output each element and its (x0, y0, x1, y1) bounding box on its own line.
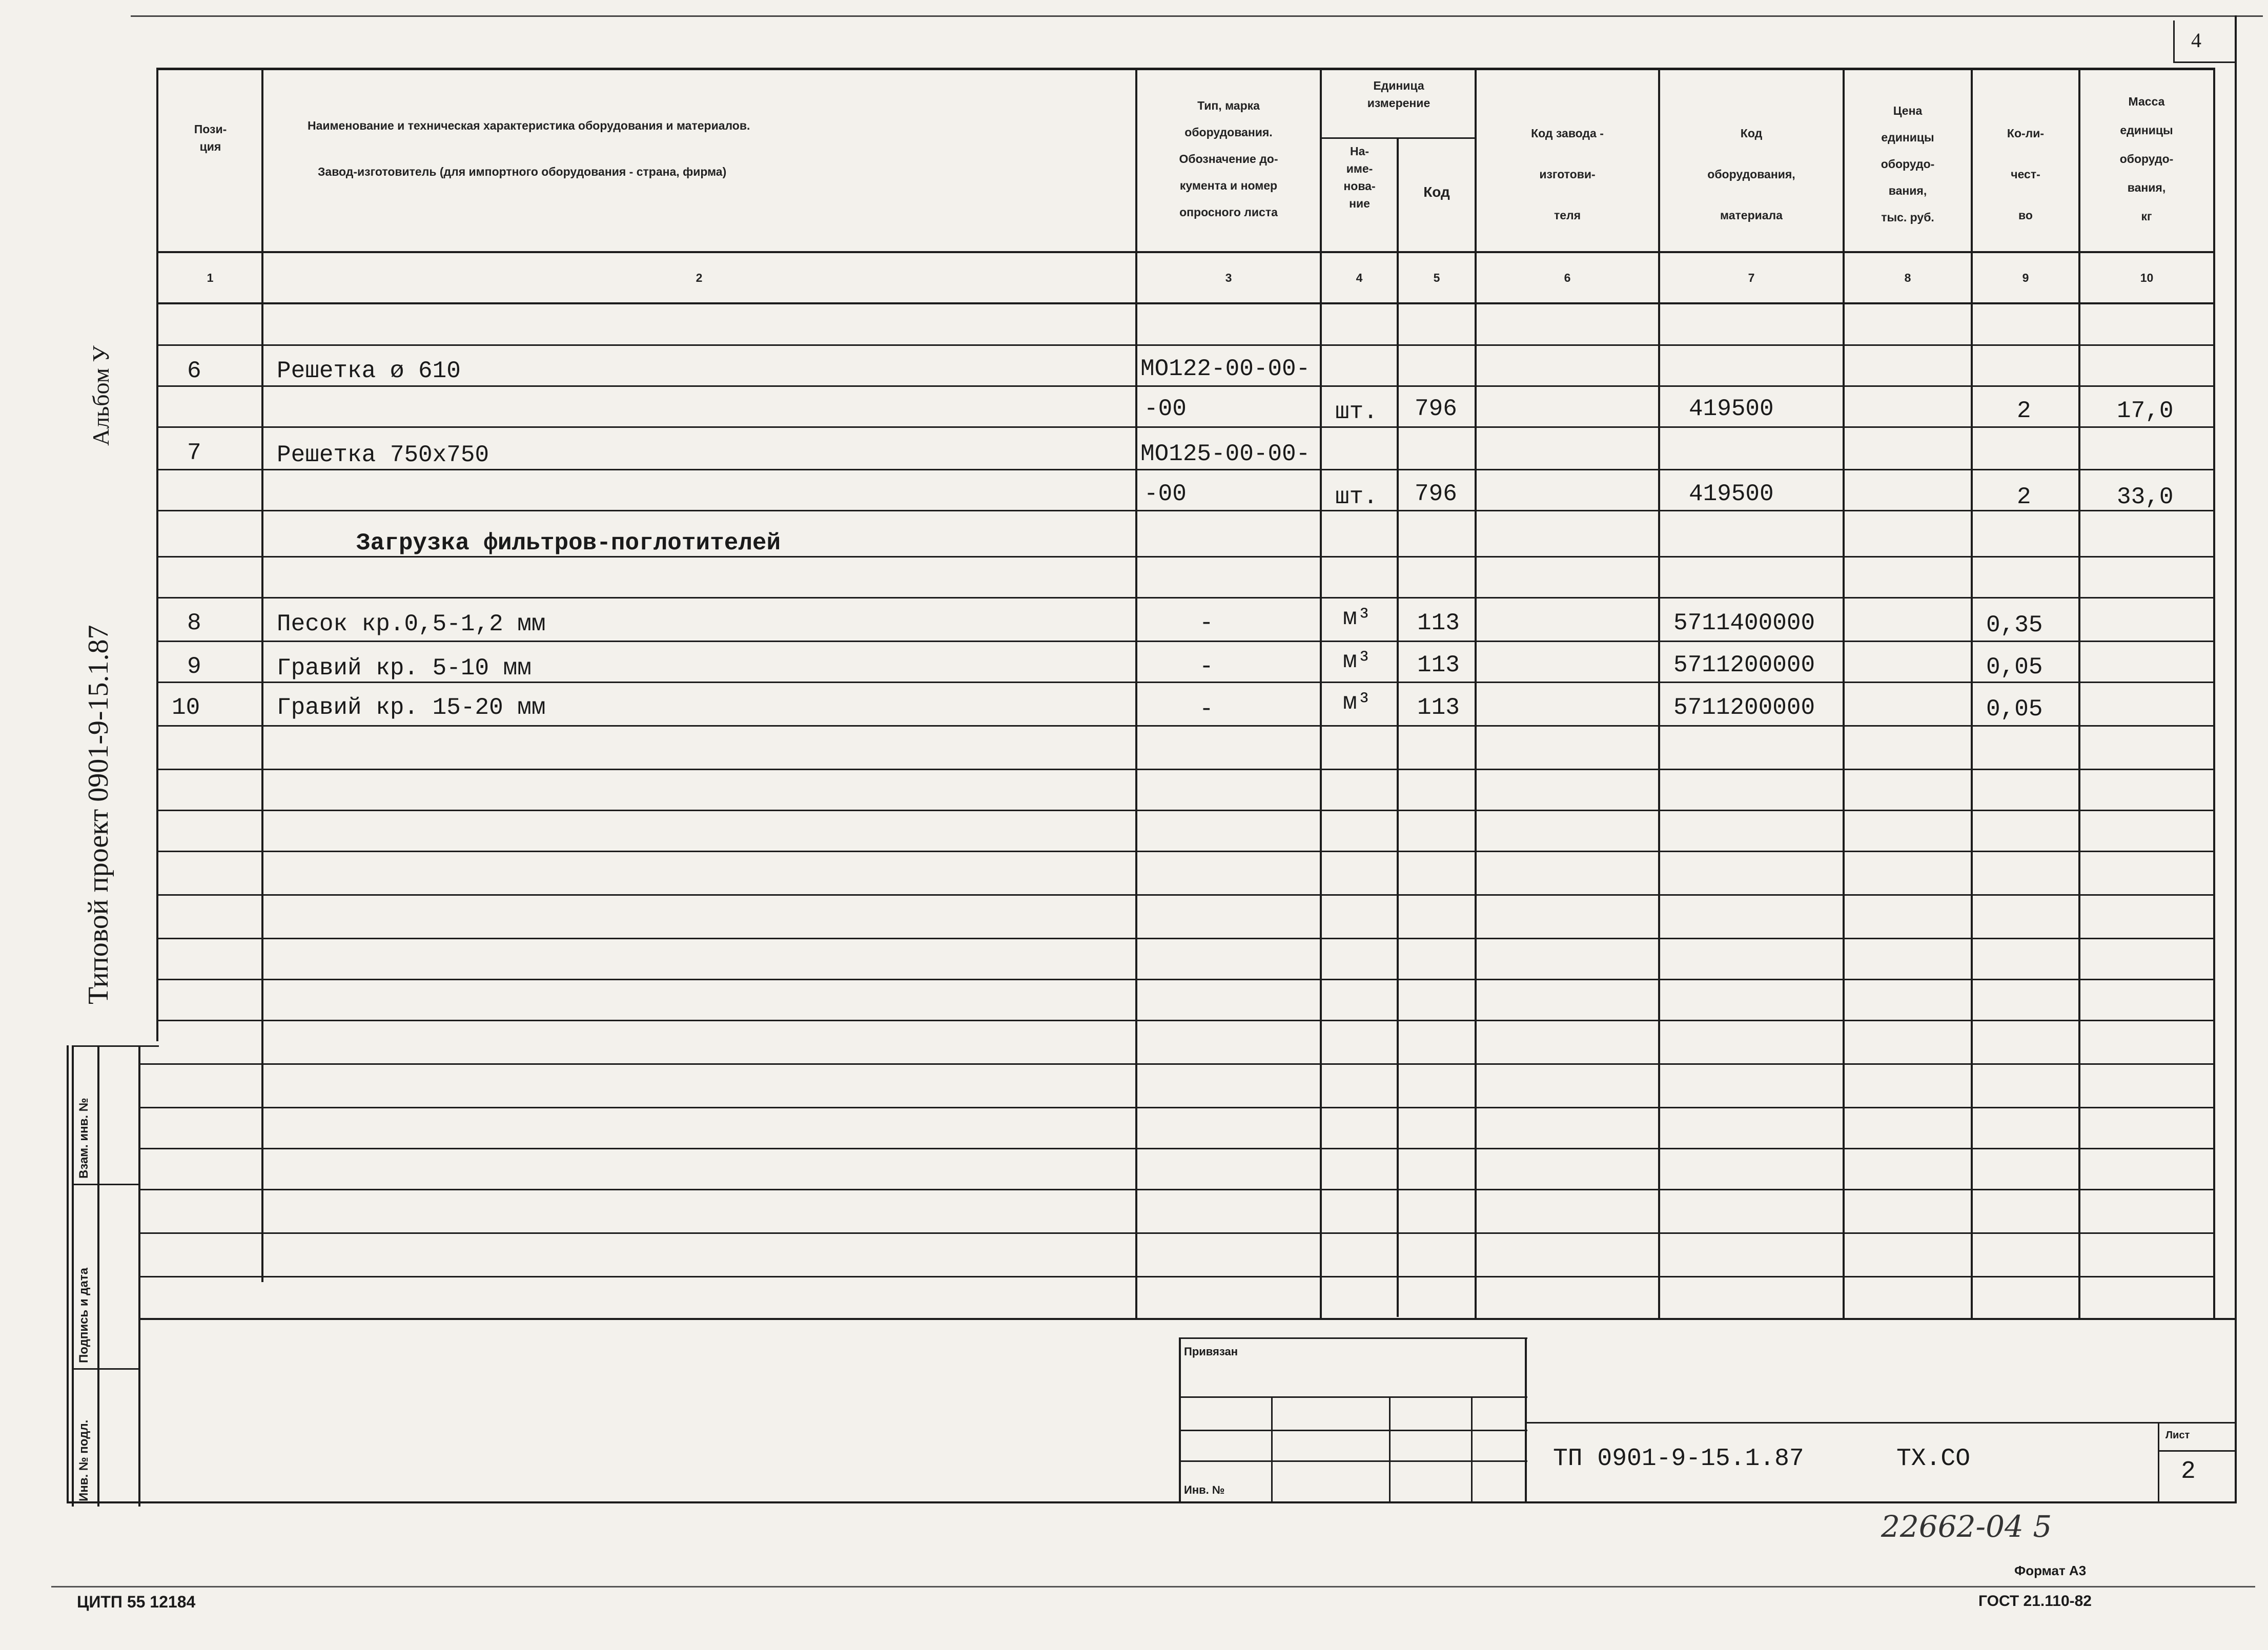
col-line-3 (1320, 68, 1322, 1318)
stamp-sheet-label: Лист (2165, 1430, 2190, 1441)
row-line (138, 1276, 2214, 1277)
row-line (156, 385, 2214, 387)
header-col6: Код завода - изготови- теля (1531, 127, 1604, 222)
row-8-pos: 8 (187, 610, 201, 636)
row-7b-qty: 2 (2017, 484, 2031, 510)
col-line-9 (2078, 68, 2080, 1318)
colnum-3: 3 (1225, 271, 1232, 284)
row-7b-equip: 419500 (1689, 481, 1774, 507)
header-col5: Код (1423, 184, 1450, 200)
row-line (138, 1148, 2214, 1149)
colnum-8: 8 (1904, 271, 1911, 284)
stamp-inv-no: Инв. № (1184, 1483, 1225, 1496)
row-line (156, 810, 2214, 811)
sheet-number: 4 (2191, 29, 2201, 52)
row-8-unit: м³ (1343, 605, 1372, 631)
header-col10: Масса единицы оборудо- вания, кг (2119, 95, 2174, 223)
header-bottom-line (156, 251, 2214, 253)
row-8-name: Песок кр.0,5-1,2 мм (277, 611, 546, 637)
inv-vzam-label: Взам. инв. № (77, 1098, 91, 1179)
project-label: Типовой проект 0901-9-15.1.87 (83, 625, 114, 1004)
header-col4: На- име- нова- ние (1343, 145, 1376, 210)
row-line (138, 1189, 2214, 1190)
row-10-unit: м³ (1343, 689, 1372, 716)
row-line (156, 641, 2214, 642)
header-col8: Цена единицы оборудо- вания, тыс. руб. (1881, 104, 1935, 224)
row-8-type: - (1199, 610, 1214, 636)
row-7-pos: 7 (187, 440, 201, 466)
colnum-10: 10 (2140, 271, 2154, 284)
row-line (156, 979, 2214, 980)
row-6-type: МО122-00-00- (1140, 356, 1311, 382)
row-7b-mass: 33,0 (2117, 484, 2174, 510)
inv-podl-label: Инв. № подл. (77, 1419, 91, 1501)
row-6-pos: 6 (187, 358, 201, 384)
row-10-type: - (1199, 696, 1214, 723)
row-line (156, 426, 2214, 428)
row-7b-unit: шт. (1335, 484, 1378, 510)
header-col9: Ко-ли- чест- во (2007, 127, 2045, 222)
colnum-1: 1 (207, 271, 214, 284)
row-9-equip: 5711200000 (1673, 652, 1815, 678)
colnum-4: 4 (1356, 271, 1363, 284)
colnum-2: 2 (696, 271, 703, 284)
row-line (138, 1063, 2214, 1065)
colnum-5: 5 (1433, 271, 1440, 284)
row-line (156, 510, 2214, 511)
row-line (156, 894, 2214, 896)
header-col3: Тип, марка оборудования. Обозначение до- кумента и номер опросного листа (1179, 99, 1278, 219)
sheet-bottom-line (51, 1586, 2255, 1587)
row-line (156, 469, 2214, 470)
col-line-5 (1475, 68, 1477, 1318)
table-top-line (156, 68, 2214, 70)
header-col2-line1: Наименование и техническая характеристика оборудования и материалов. (308, 119, 750, 132)
row-9-name: Гравий кр. 5-10 мм (277, 655, 532, 682)
format-label: Формат А3 (2014, 1563, 2087, 1578)
row-6b-code: 796 (1415, 396, 1457, 422)
row-line (156, 938, 2214, 939)
row-6b-mass: 17,0 (2117, 398, 2174, 424)
header-col45-group: Единица измерение (1367, 79, 1431, 110)
col-line-6 (1658, 68, 1660, 1318)
row-6b-equip: 419500 (1689, 396, 1774, 422)
stamp-section-code: ТХ.СО (1896, 1445, 1971, 1473)
row-10-equip: 5711200000 (1673, 694, 1815, 721)
row-line (156, 851, 2214, 852)
row-7-name: Решетка 750х750 (277, 442, 489, 468)
col-line-4 (1397, 138, 1399, 1317)
row-7b-code: 796 (1415, 481, 1457, 507)
header-col7: Код оборудования, материала (1707, 127, 1795, 222)
row-line (156, 1020, 2214, 1021)
row-6b-type: -00 (1144, 396, 1187, 422)
frame-left (67, 1045, 69, 1503)
stamp-doc-code: ТП 0901-9-15.1.87 (1553, 1445, 1804, 1473)
row-6b-unit: шт. (1335, 399, 1378, 425)
header-col1: Пози- ция (194, 122, 227, 153)
row-9-qty: 0,05 (1986, 654, 2043, 680)
frame-bottom (67, 1501, 2237, 1503)
row-6-name: Решетка ø 610 (277, 358, 461, 384)
row-line (138, 1232, 2214, 1234)
header-col2-line2: Завод-изготовитель (для импортного оборудования - страна, фирма) (318, 165, 727, 178)
section-heading: Загрузка фильтров-поглотителей (356, 530, 781, 556)
col-line-2 (1135, 68, 1137, 1318)
footer-right: ГОСТ 21.110-82 (1978, 1593, 2092, 1610)
stamp-top-line (138, 1318, 2237, 1320)
album-label: Альбом У (88, 345, 114, 446)
col-line-7 (1843, 68, 1845, 1318)
row-8-equip: 5711400000 (1673, 610, 1815, 636)
row-8-code: 113 (1417, 610, 1460, 636)
row-7-type: МО125-00-00- (1140, 441, 1311, 467)
sign-date-label: Подпись и дата (77, 1268, 91, 1363)
row-line (156, 682, 2214, 683)
frame-top (131, 15, 2263, 17)
row-line (156, 769, 2214, 770)
row-9-type: - (1199, 653, 1214, 680)
row-6b-qty: 2 (2017, 398, 2031, 424)
row-10-qty: 0,05 (1986, 696, 2043, 723)
row-line (156, 597, 2214, 599)
col-line-10 (2213, 68, 2215, 1318)
col-line-1 (261, 68, 263, 1282)
row-10-pos: 10 (172, 694, 200, 721)
row-9-code: 113 (1417, 652, 1460, 678)
row-10-name: Гравий кр. 15-20 мм (277, 694, 546, 721)
footer-left: ЦИТП 55 12184 (77, 1593, 196, 1611)
row-9-unit: м³ (1343, 648, 1372, 674)
row-10-code: 113 (1417, 694, 1460, 721)
stamp-privyazan: Привязан (1184, 1345, 1238, 1358)
row-line (156, 344, 2214, 346)
row-line (138, 1107, 2214, 1108)
handwritten-number: 22662-04 5 (1881, 1509, 2052, 1544)
row-7b-type: -00 (1144, 481, 1187, 507)
colnum-6: 6 (1564, 271, 1571, 284)
unit-group-divider (1320, 137, 1477, 139)
col-line-8 (1971, 68, 1973, 1318)
frame-right (2235, 15, 2237, 1501)
row-9-pos: 9 (187, 653, 201, 680)
row-line (156, 725, 2214, 727)
numbers-bottom-line (156, 302, 2214, 304)
row-8-qty: 0,35 (1986, 612, 2043, 638)
stamp-sheet-no: 2 (2181, 1458, 2196, 1486)
colnum-9: 9 (2022, 271, 2029, 284)
colnum-7: 7 (1748, 271, 1755, 284)
